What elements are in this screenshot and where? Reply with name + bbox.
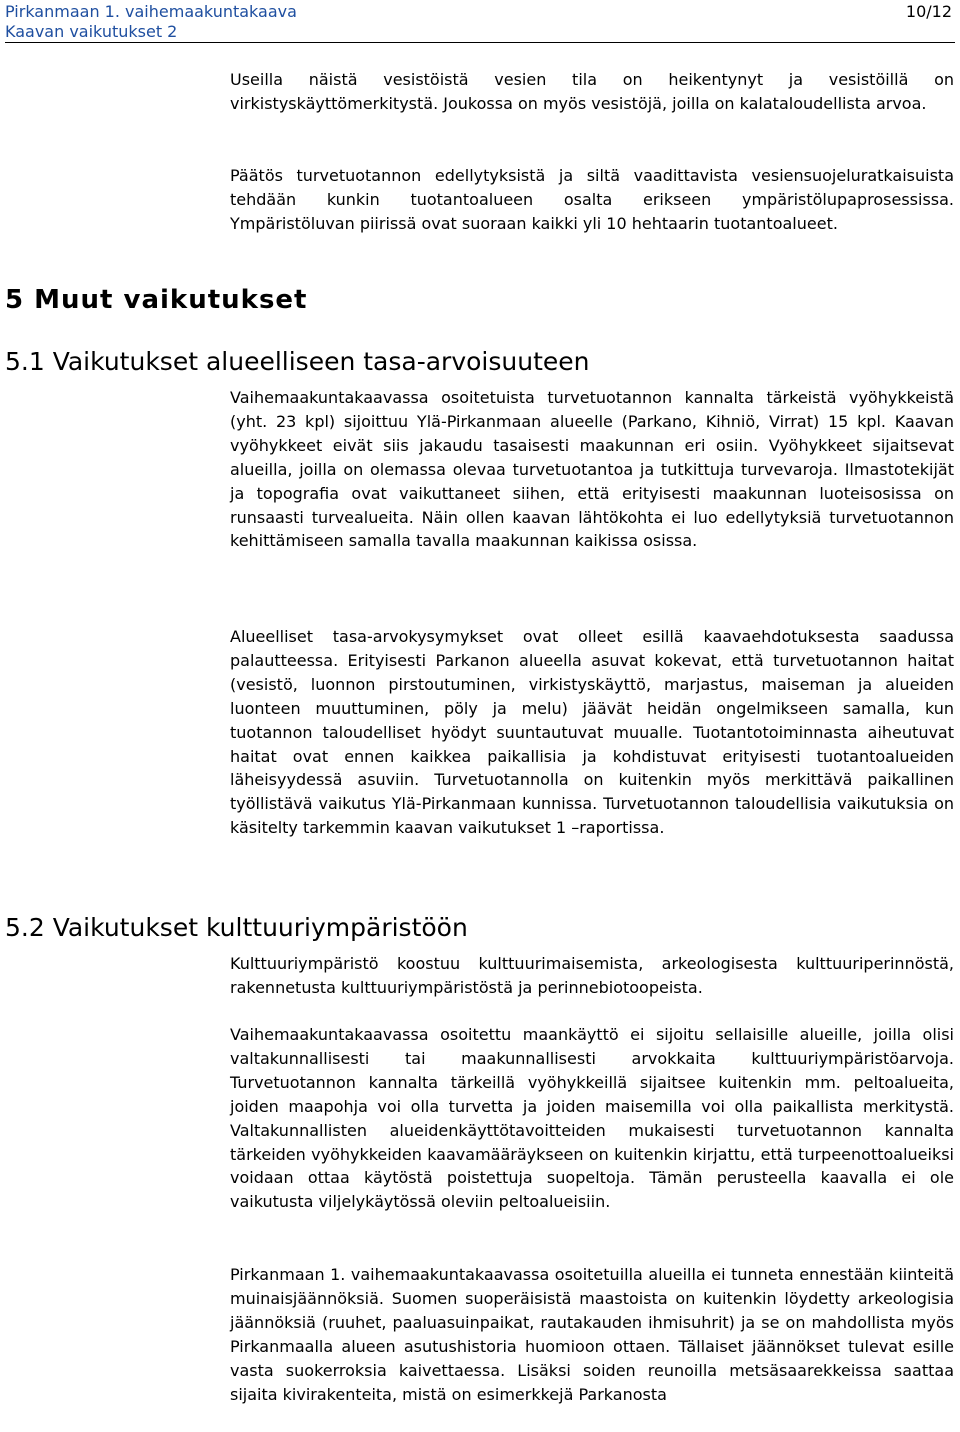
page-number: 10/12 [905, 2, 952, 21]
section-5-2-paragraph-3-block [230, 1263, 954, 1406]
document-title: Pirkanmaan 1. vaihemaakuntakaava [5, 2, 297, 21]
section-5-heading: 5 Muut vaikutukset [5, 285, 308, 315]
section-5-2-paragraph-2-block [230, 1023, 954, 1214]
section-5-2-paragraph-1-block [230, 952, 954, 1000]
intro-paragraph-1-block [230, 68, 954, 116]
section-5-2-heading: 5.2 Vaikutukset kulttuuriympäristöön [5, 913, 468, 942]
section-5-1-paragraph-2-block [230, 625, 954, 840]
section-5-2-paragraph-1: Kulttuuriympäristö koostuu kulttuurimaisemista, arkeologisesta kulttuuriperinnöstä, rakennetusta kulttuuriympäristöstä ja perinnebiotoopeista. [230, 954, 954, 997]
section-5-1-paragraph-2: Alueelliset tasa-arvokysymykset ovat olleet esillä kaavaehdotuksesta saadussa palautteessa. Erityisesti Parkanon alueella asuvat kokevat, että turvetuotannon haitat (vesistö, luonnon pirstoutuminen, virkistyskäyttö, marjastus, maiseman ja alueiden luonteen muuttuminen, pöly ja melu) jäävät heidän ongelmikseen samalla, kun tuotannon taloudelliset hyödyt suuntautuvat muualle. Tuotantotoiminnasta aiheutuvat haitat ovat ennen kaikkea paikallisia ja kohdistuvat erityisesti tuotantoalueiden läheisyydessä asuviin. Turvetuotannolla on kuitenkin myös merkittävä paikallinen työllistävä vaikutus Ylä-Pirkanmaan kunnissa. Turvetuotannon taloudellisia vaikutuksia on käsitelty tarkemmin kaavan vaikutukset 1 –raportissa. [230, 627, 954, 838]
intro-paragraph-1: Useilla näistä vesistöistä vesien tila on heikentynyt ja vesistöillä on virkistyskäyttömerkitystä. Joukossa on myös vesistöjä, joilla on kalataloudellista arvoa. [230, 70, 954, 113]
intro-paragraph-2-block [230, 164, 954, 236]
section-5-2-paragraph-2: Vaihemaakuntakaavassa osoitettu maankäyttö ei sijoitu sellaisille alueille, joilla olisi valtakunnallisesti tai maakunnallisesti arvokkaita kulttuuriympäristöarvoja. Turvetuotannon kannalta tärkeillä vyöhykkeillä sijaitsee kuitenkin mm. peltoalueita, joiden maapohja voi olla turvetta ja joiden maisemilla voi olla paikallista merkitystä. Valtakunnallisten alueidenkäyttötavoitteiden mukaisesti turvetuotannon kannalta tärkeiden vyöhykkeiden kaavamääräykseen on kuitenkin kirjattu, että turpeenottoalueiksi voidaan ottaa käytöstä poistettuja suopeltoja. Tämän perusteella kaavalla ei ole vaikutusta viljelykäytössä oleviin peltoalueisiin. [230, 1025, 954, 1212]
page-header [5, 2, 955, 43]
intro-paragraph-2: Päätös turvetuotannon edellytyksistä ja siltä vaadittavista vesiensuojeluratkaisuista tehdään kunkin tuotantoalueen osalta erikseen ympäristölupaprosessissa. Ympäristöluvan piirissä ovat suoraan kaikki yli 10 hehtaarin tuotantoalueet. [230, 166, 954, 233]
document-subtitle: Kaavan vaikutukset 2 [5, 22, 178, 41]
section-5-1-paragraph-1: Vaihemaakuntakaavassa osoitetuista turvetuotannon kannalta tärkeistä vyöhykkeistä (yht. 23 kpl) sijoittuu Ylä-Pirkanmaan alueelle (Parkano, Kihniö, Virrat) 15 kpl. Kaavan vyöhykkeet eivät siis jakaudu tasaisesti maakunnan eri osiin. Vyöhykkeet sijaitsevat alueilla, joilla on olemassa olevaa turvetuotantoa ja tutkittuja turvevaroja. Ilmastotekijät ja topografia ovat vaikuttaneet siihen, että erityisesti maakunnan luoteisosissa on runsaasti turvealueita. Näin ollen kaavan lähtökohta ei luo edellytyksiä turvetuotannon kehittämiseen samalla tavalla maakunnan kaikissa osissa. [230, 388, 954, 551]
section-5-2-paragraph-3: Pirkanmaan 1. vaihemaakuntakaavassa osoitetuilla alueilla ei tunneta ennestään kiinteitä muinaisjäännöksiä. Suomen suoperäisistä maastoista on kuitenkin löydetty arkeologisia jäännöksiä (ruuhet, paaluasuinpaikat, rautakauden ihmisuhrit) ja se on mahdollista myös Pirkanmaalla alueen asutushistoria huomioon ottaen. Tällaiset jäännökset tulevat esille vasta suokerroksia kaivettaessa. Lisäksi soiden reunoilla metsäsaarekkeissa saattaa sijaita kivirakenteita, mistä on esimerkkejä Parkanosta [230, 1265, 954, 1404]
section-5-1-paragraph-1-block [230, 386, 954, 553]
section-5-1-heading: 5.1 Vaikutukset alueelliseen tasa-arvoisuuteen [5, 347, 590, 376]
